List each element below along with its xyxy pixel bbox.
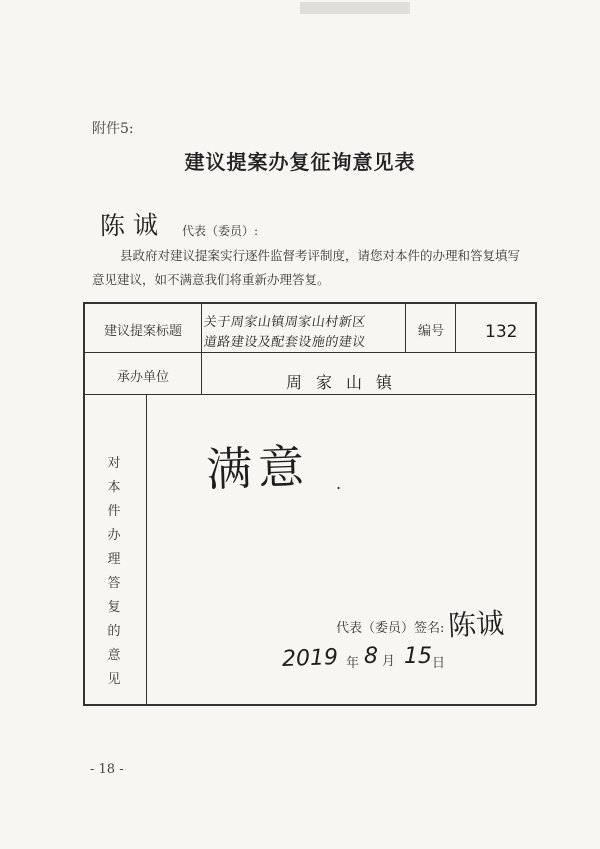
handwritten-year: 2019 bbox=[281, 645, 339, 672]
table-border-right bbox=[535, 302, 537, 705]
handwritten-opinion-mark: . bbox=[336, 474, 342, 493]
number-label: 编号 bbox=[417, 324, 444, 339]
handwritten-subject-line-2: 道路建设及配套设施的建议 bbox=[202, 335, 367, 350]
subject-label: 建议提案标题 bbox=[103, 324, 182, 339]
handwritten-opinion: 满意 bbox=[205, 439, 312, 497]
handwritten-day: 15 bbox=[404, 644, 432, 669]
addressee-label: 代表（委员）: bbox=[182, 224, 259, 238]
month-unit: 月 bbox=[382, 654, 396, 669]
unit-label: 承办单位 bbox=[116, 370, 169, 385]
handwritten-subject-line-1: 关于周家山镇周家山村新区 bbox=[202, 315, 367, 330]
handwritten-month: 8 bbox=[364, 644, 378, 669]
table-border-top bbox=[83, 302, 536, 304]
table-row-divider-2 bbox=[83, 394, 536, 395]
handwritten-signature: 陈诚 bbox=[447, 606, 505, 643]
handwritten-unit-value: 周家山镇 bbox=[286, 373, 407, 392]
intro-paragraph: 县政府对建议提案实行逐件监督考评制度，请您对本件的办理和答复填写意见建议，如不满意我们将重新办理答复。 bbox=[92, 248, 521, 287]
table-border-bottom bbox=[83, 704, 536, 706]
opinion-form-table bbox=[83, 302, 536, 705]
table-row-divider-1 bbox=[83, 352, 536, 353]
handwritten-number-value: 132 bbox=[485, 322, 518, 342]
day-unit: 日 bbox=[432, 656, 446, 671]
page-number: - 18 - bbox=[90, 762, 124, 777]
document-title: 建议提案办复征询意见表 bbox=[184, 150, 416, 174]
table-col-divider-opinion bbox=[146, 394, 147, 704]
opinion-label-vertical: 对本件办理答复的意见 bbox=[107, 456, 121, 687]
signature-label: 代表（委员）签名: bbox=[336, 621, 445, 636]
year-unit: 年 bbox=[346, 656, 360, 671]
signature-date bbox=[282, 646, 482, 676]
handwritten-addressee-name: 陈 诚 bbox=[99, 210, 159, 241]
annex-label: 附件5: bbox=[92, 121, 134, 137]
table-border-left bbox=[83, 302, 85, 705]
scan-smudge bbox=[300, 0, 410, 16]
